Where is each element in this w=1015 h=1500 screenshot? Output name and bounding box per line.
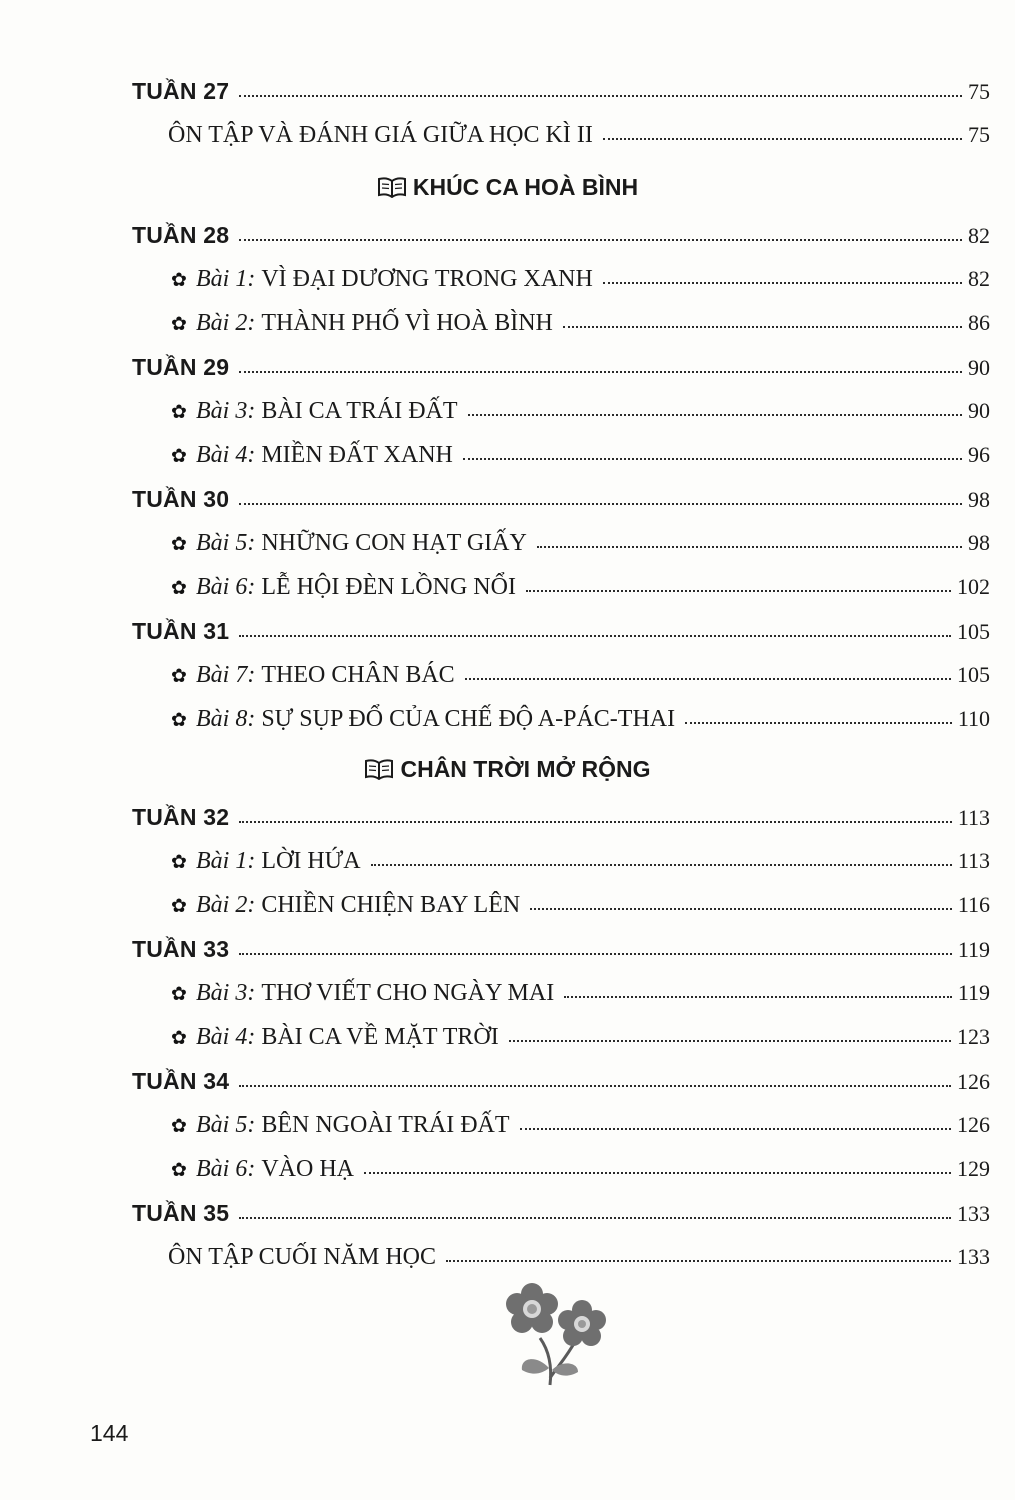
page-ref: 90 xyxy=(968,398,990,423)
dot-leader xyxy=(239,503,962,505)
flower-left xyxy=(506,1283,558,1333)
dot-leader xyxy=(526,590,951,592)
lesson-title: LỄ HỘI ĐÈN LỒNG NỔI xyxy=(261,574,516,600)
page-ref: 133 xyxy=(957,1201,990,1226)
page-number: 144 xyxy=(90,1420,129,1446)
flower-bullet-icon: ✿ xyxy=(171,1116,187,1137)
page-ref: 96 xyxy=(968,442,990,467)
lesson-title: NHỮNG CON HẠT GIẤY xyxy=(261,530,527,556)
dot-leader xyxy=(603,138,962,140)
flower-bullet-icon: ✿ xyxy=(171,1160,187,1181)
toc-lesson[interactable] xyxy=(168,892,990,932)
lesson-number: Bài 3: xyxy=(196,980,256,1006)
week-label: TUẦN 27 xyxy=(132,78,230,104)
dot-leader xyxy=(563,326,962,328)
lesson-title: THEO CHÂN BÁC xyxy=(261,662,455,688)
lesson-number: Bài 4: xyxy=(196,442,256,468)
dot-leader xyxy=(685,722,952,724)
page-ref: 133 xyxy=(957,1244,990,1269)
lesson-title: THƠ VIẾT CHO NGÀY MAI xyxy=(261,980,555,1006)
page-ref: 82 xyxy=(968,223,990,248)
flower-stem xyxy=(540,1338,551,1385)
open-book-icon xyxy=(377,176,407,198)
dot-leader xyxy=(371,864,952,866)
section-title-text: CHÂN TRỜI MỞ RỘNG xyxy=(400,756,651,782)
toc-lesson[interactable] xyxy=(168,706,990,746)
week-label: TUẦN 35 xyxy=(132,1200,230,1226)
dot-leader xyxy=(509,1040,951,1042)
toc-item-review-final[interactable] xyxy=(168,1244,990,1284)
lesson-number: Bài 5: xyxy=(196,530,256,556)
week-label: TUẦN 32 xyxy=(132,804,230,830)
toc-item-review-midterm[interactable] xyxy=(168,122,990,162)
toc-lesson[interactable] xyxy=(168,1024,990,1064)
flower-bullet-icon: ✿ xyxy=(171,446,187,467)
lesson-number: Bài 6: xyxy=(196,1156,256,1182)
lesson-title: VÀO HẠ xyxy=(261,1156,354,1182)
dot-leader xyxy=(239,371,962,373)
flower-right xyxy=(558,1300,606,1346)
dot-leader xyxy=(239,239,962,241)
page-ref: 110 xyxy=(957,706,990,731)
section-heading-chan-troi-mo-rong xyxy=(0,756,1015,792)
dot-leader xyxy=(239,821,952,823)
open-book-icon xyxy=(364,758,394,780)
toc-lesson[interactable] xyxy=(168,442,990,482)
page-ref: 82 xyxy=(968,266,990,291)
lesson-title: VÌ ĐẠI DƯƠNG TRONG XANH xyxy=(261,266,593,292)
lesson-title: BÊN NGOÀI TRÁI ĐẤT xyxy=(261,1112,510,1138)
flower-bullet-icon: ✿ xyxy=(171,1028,187,1049)
toc-lesson[interactable] xyxy=(168,266,990,306)
flower-bullet-icon: ✿ xyxy=(171,710,187,731)
dot-leader xyxy=(239,1217,951,1219)
dot-leader xyxy=(364,1172,951,1174)
toc-week-30[interactable] xyxy=(132,486,990,526)
lesson-number: Bài 5: xyxy=(196,1112,256,1138)
dot-leader xyxy=(465,678,951,680)
flower-bullet-icon: ✿ xyxy=(171,270,187,291)
flower-bullet-icon: ✿ xyxy=(171,402,187,423)
toc-week-31[interactable] xyxy=(132,618,990,658)
toc-lesson[interactable] xyxy=(168,398,990,438)
lesson-number: Bài 7: xyxy=(196,662,256,688)
page-ref: 75 xyxy=(968,122,990,147)
page-ref: 102 xyxy=(957,574,990,599)
week-label: TUẦN 30 xyxy=(132,486,230,512)
toc-lesson[interactable] xyxy=(168,980,990,1020)
lesson-title: MIỀN ĐẤT XANH xyxy=(261,442,453,468)
week-label: TUẦN 33 xyxy=(132,936,230,962)
toc-lesson[interactable] xyxy=(168,1156,990,1196)
dot-leader xyxy=(463,458,962,460)
toc-week-35[interactable] xyxy=(132,1200,990,1240)
flower-bullet-icon: ✿ xyxy=(171,896,187,917)
page-ref: 129 xyxy=(957,1156,990,1181)
toc-week-34[interactable] xyxy=(132,1068,990,1108)
page-ref: 126 xyxy=(957,1112,990,1137)
page-ref: 123 xyxy=(957,1024,990,1049)
toc-lesson[interactable] xyxy=(168,662,990,702)
flower-bullet-icon: ✿ xyxy=(171,852,187,873)
dot-leader xyxy=(520,1128,951,1130)
dot-leader xyxy=(530,908,952,910)
dot-leader xyxy=(239,1085,951,1087)
dot-leader xyxy=(239,953,952,955)
page-ref: 116 xyxy=(957,892,990,917)
lesson-title: LỜI HỨA xyxy=(261,848,361,874)
week-label: TUẦN 34 xyxy=(132,1068,230,1094)
toc-lesson[interactable] xyxy=(168,310,990,350)
page-ref: 75 xyxy=(968,79,990,104)
page-ref: 86 xyxy=(968,310,990,335)
leaf xyxy=(522,1359,549,1374)
dot-leader xyxy=(537,546,962,548)
page-ref: 105 xyxy=(957,662,990,687)
section-title-text: KHÚC CA HOÀ BÌNH xyxy=(412,174,639,200)
lesson-number: Bài 2: xyxy=(196,892,256,918)
toc-week-33[interactable] xyxy=(132,936,990,976)
section-heading-khuc-ca-hoa-binh xyxy=(0,174,1015,210)
lesson-number: Bài 8: xyxy=(196,706,256,732)
page-ref: 119 xyxy=(957,937,990,962)
lesson-title: BÀI CA VỀ MẶT TRỜI xyxy=(261,1024,499,1050)
toc-lesson[interactable] xyxy=(168,574,990,614)
page-ref: 113 xyxy=(957,848,990,873)
page-ref: 98 xyxy=(968,487,990,512)
lesson-number: Bài 1: xyxy=(196,266,256,292)
flower-bullet-icon: ✿ xyxy=(171,578,187,599)
toc-week-28[interactable] xyxy=(132,222,990,262)
toc-lesson[interactable] xyxy=(168,530,990,570)
flower-bullet-icon: ✿ xyxy=(171,314,187,335)
leaf xyxy=(552,1363,578,1375)
flower-bullet-icon: ✿ xyxy=(171,534,187,555)
lesson-title: CHIỀN CHIỆN BAY LÊN xyxy=(261,892,521,918)
page-ref: 126 xyxy=(957,1069,990,1094)
week-label: TUẦN 31 xyxy=(132,618,230,644)
flower-illustration xyxy=(500,1280,615,1390)
lesson-number: Bài 4: xyxy=(196,1024,256,1050)
dot-leader xyxy=(564,996,952,998)
page-ref: 105 xyxy=(957,619,990,644)
toc-week-32[interactable] xyxy=(132,804,990,844)
week-label: TUẦN 29 xyxy=(132,354,230,380)
lesson-number: Bài 6: xyxy=(196,574,256,600)
page-ref: 90 xyxy=(968,355,990,380)
dot-leader xyxy=(239,635,951,637)
flower-bullet-icon: ✿ xyxy=(171,984,187,1005)
dot-leader xyxy=(239,95,962,97)
week-label: TUẦN 28 xyxy=(132,222,230,248)
lesson-title: SỰ SỤP ĐỔ CỦA CHẾ ĐỘ A-PÁC-THAI xyxy=(261,706,676,732)
toc-lesson[interactable] xyxy=(168,848,990,888)
lesson-title: BÀI CA TRÁI ĐẤT xyxy=(261,398,458,424)
page-ref: 98 xyxy=(968,530,990,555)
toc-lesson[interactable] xyxy=(168,1112,990,1152)
lesson-number: Bài 2: xyxy=(196,310,256,336)
item-title: ÔN TẬP VÀ ĐÁNH GIÁ GIỮA HỌC KÌ II xyxy=(168,122,593,148)
flower-bullet-icon: ✿ xyxy=(171,666,187,687)
dot-leader xyxy=(603,282,962,284)
dot-leader xyxy=(446,1260,951,1262)
dot-leader xyxy=(468,414,962,416)
lesson-number: Bài 1: xyxy=(196,848,256,874)
toc-week-29[interactable] xyxy=(132,354,990,394)
toc-week-27[interactable] xyxy=(132,78,990,118)
page-ref: 119 xyxy=(957,980,990,1005)
lesson-title: THÀNH PHỐ VÌ HOÀ BÌNH xyxy=(261,310,553,336)
lesson-number: Bài 3: xyxy=(196,398,256,424)
item-title: ÔN TẬP CUỐI NĂM HỌC xyxy=(168,1244,437,1270)
page-ref: 113 xyxy=(957,805,990,830)
